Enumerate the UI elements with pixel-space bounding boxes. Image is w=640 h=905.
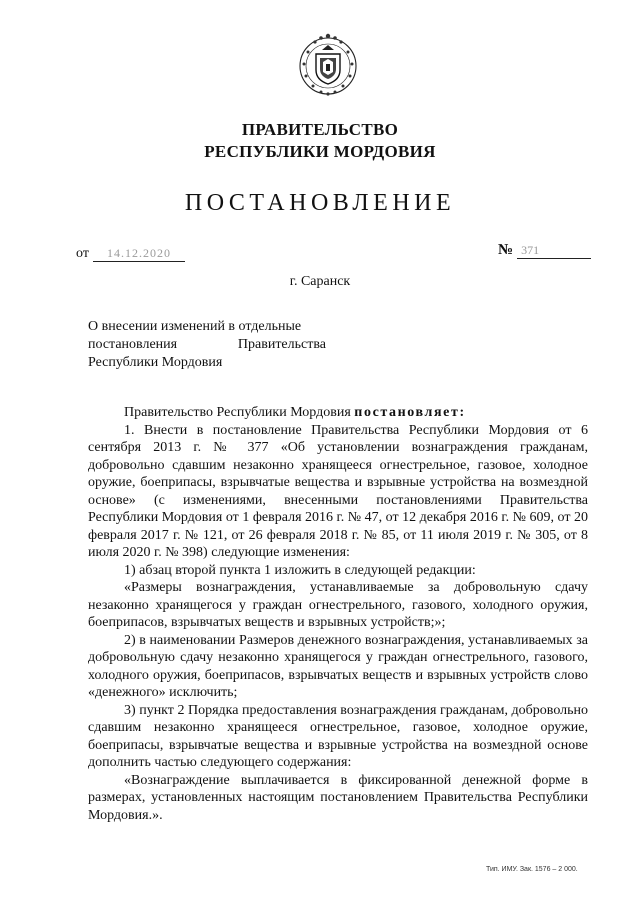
coat-of-arms-icon: [296, 30, 360, 100]
paragraph-1: 1. Внести в постановление Правительства Республики Мордовия от 6 сентября 2013 г. № 377 «Об установлении вознаграждения гражданам, добровольно сдавшим незаконно хранящееся огнестрельное, газовое, холодное оружие, боеприпасы, взрывчатые вещества и взрывные устройства на возмездной основе» (с изменениями, внесенными постановлениями Правительства Республики Мордовия от 1 февраля 2016 г. № 47, от 12 декабря 2016 г. № 609, от 20 февраля 2017 г. № 121, от 26 февраля 2018 г. № 85, от 11 июля 2019 г. № 305, от 8 июля 2020 г. № 398) следующие изменения:: [88, 422, 588, 560]
document-body: [88, 404, 588, 824]
document-type: ПОСТАНОВЛЕНИЕ: [184, 190, 456, 216]
subject-line-3: Республики Мордовия: [88, 355, 223, 370]
print-info: Тип. ИМУ. Зак. 1576 – 2 000.: [486, 866, 578, 873]
subject-line-2a: постановления: [88, 337, 178, 352]
number-value: 371: [517, 243, 591, 259]
paragraph-3: «Размеры вознаграждения, устанавливаемые за добровольную сдачу незаконно хранящегося у граждан огнестрельного, газового, холодного оружия, боеприпасов, взрывчатых веществ и взрывных устройств;»;: [88, 580, 588, 630]
document-date: [76, 246, 185, 262]
paragraph-4: 2) в наименовании Размеров денежного вознаграждения, устанавливаемых за добровольную сдачу незаконно хранящегося у граждан огнестрельного, газового, холодного оружия, боеприпасов, взрывчатых веществ и взрывных устройств слово «денежного» исключить;: [88, 632, 588, 700]
subject-line-1: О внесении изменений в отдельные: [88, 319, 302, 334]
preamble-verb: постановляет:: [354, 405, 466, 420]
organization-name: ПРАВИТЕЛЬСТВО: [241, 120, 399, 139]
paragraph-5: 3) пункт 2 Порядка предоставления вознаграждения гражданам, добровольно сдавшим незаконно хранящееся огнестрельное, газовое, холодное оружие, боеприпасы, взрывчатые вещества и взрывные устройства на возмездной основе дополнить частью следующего содержания:: [88, 702, 588, 770]
city: г. Саранск: [289, 274, 351, 289]
preamble-subject: Правительство Республики Мордовия: [124, 405, 351, 420]
preamble: [88, 404, 588, 422]
subject-line-2: [88, 336, 326, 354]
organization-region: РЕСПУБЛИКИ МОРДОВИЯ: [204, 142, 436, 161]
number-sign: №: [498, 242, 514, 258]
paragraph-2: 1) абзац второй пункта 1 изложить в следующей редакции:: [124, 562, 476, 578]
document-number: [498, 242, 591, 259]
document-subject: [88, 318, 326, 372]
date-value: 14.12.2020: [93, 246, 185, 262]
paragraph-6: «Вознаграждение выплачивается в фиксированной денежной форме в размерах, установленных настоящим постановлением Правительства Республики Мордовия.».: [88, 772, 588, 823]
date-prefix: от: [76, 246, 89, 261]
subject-line-2b: Правительства: [237, 337, 326, 352]
